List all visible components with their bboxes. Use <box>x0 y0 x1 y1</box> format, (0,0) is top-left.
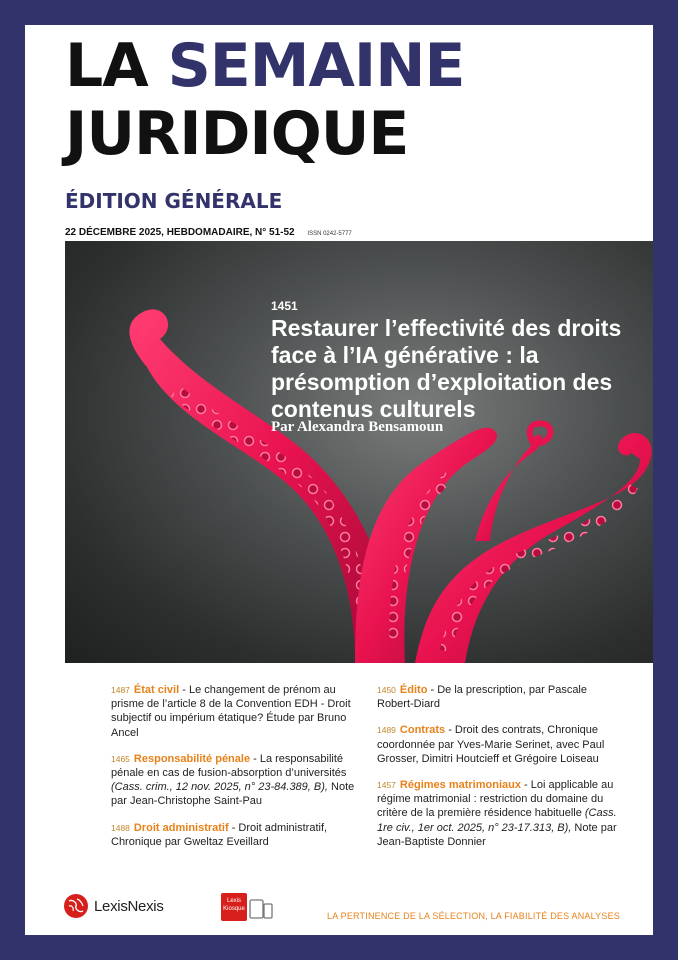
article-title: Restaurer l’effectivité des droits face à l’IA générative : la présomption d’exploitation des contenus culturels <box>271 315 622 422</box>
item-rubric: Responsabilité pénale <box>133 752 251 765</box>
summary-item <box>377 778 622 849</box>
summary-item <box>111 821 356 849</box>
masthead-juridique: JURIDIQUE <box>65 99 409 169</box>
article-number: 1451 <box>271 299 298 313</box>
item-rubric: Édito <box>399 684 428 696</box>
item-number: 1488 <box>111 822 130 833</box>
item-note: Note par Jean-Christophe Saint-Pau <box>111 781 355 808</box>
item-number: 1487 <box>111 685 130 695</box>
tentacles-illustration <box>65 241 653 663</box>
cover-page <box>25 25 653 935</box>
lexisnexis-emblem-icon <box>63 893 89 919</box>
summary-item <box>111 683 356 740</box>
item-number: 1450 <box>377 685 396 695</box>
kiosque-top: Lexis <box>226 898 241 904</box>
item-citation: (Cass. 1re civ., 1er oct. 2025, n° 23-17.313, B), <box>377 807 617 834</box>
item-citation: (Cass. crim., 12 nov. 2025, n° 23-84.389, B), <box>111 781 328 794</box>
summary-item <box>377 723 622 766</box>
item-text: - Droit administratif, Chronique par Gweltaz Eveillard <box>111 821 328 848</box>
footer-slogan: LA PERTINENCE DE LA SÉLECTION, LA FIABILITÉ DES ANALYSES <box>327 911 620 921</box>
item-text: - La responsabilité pénale en cas de fusion-absorption d’universités <box>111 752 347 780</box>
cover-photo <box>65 241 653 663</box>
item-number: 1457 <box>377 780 396 791</box>
lexis-kiosque-badge <box>221 893 247 921</box>
item-rubric: État civil <box>133 684 180 696</box>
item-text: - Loi applicable au régime matrimonial : restriction du domaine du critère de la première résidence habituelle <box>377 779 614 820</box>
item-number: 1489 <box>377 725 396 736</box>
item-rubric: Droit administratif <box>133 821 229 834</box>
kiosque-bottom: Kiosque <box>223 906 245 912</box>
summary-column-left <box>111 683 356 861</box>
devices-icon <box>249 897 273 921</box>
item-text: - Le changement de prénom au prisme de l’article 8 de la Convention EDH - Droit subjectif ou impérium étatique? Étude par Bruno Ancel <box>111 684 351 739</box>
item-text: - De la prescription, par Pascale Robert-Diard <box>377 684 587 711</box>
masthead-la: LA <box>65 31 148 101</box>
issue-dateline <box>65 227 352 238</box>
masthead-semaine: SEMAINE <box>167 31 465 101</box>
summary-item <box>377 683 622 711</box>
lexisnexis-logo <box>63 893 164 919</box>
masthead-line-1 <box>65 33 464 99</box>
article-author: Par Alexandra Bensamoun <box>271 419 444 435</box>
issue-date: 22 DÉCEMBRE 2025, HEBDOMADAIRE, N° 51-52 <box>65 227 295 238</box>
item-note: Note par Jean-Baptiste Donnier <box>377 821 617 848</box>
item-rubric: Contrats <box>399 724 446 737</box>
edition-label: ÉDITION GÉNÉRALE <box>65 189 283 213</box>
summary-item <box>111 752 356 809</box>
brand-name: LexisNexis <box>94 897 164 915</box>
item-number: 1465 <box>111 753 130 764</box>
item-text: - Droit des contrats, Chronique coordonnée par Yves-Marie Serinet, avec Paul Grosser, Dimitri Houtcieff et Grégoire Loiseau <box>377 724 605 765</box>
issn: ISSN 0242-5777 <box>307 231 352 237</box>
summary-column-right <box>377 683 622 861</box>
item-rubric: Régimes matrimoniaux <box>399 779 521 792</box>
